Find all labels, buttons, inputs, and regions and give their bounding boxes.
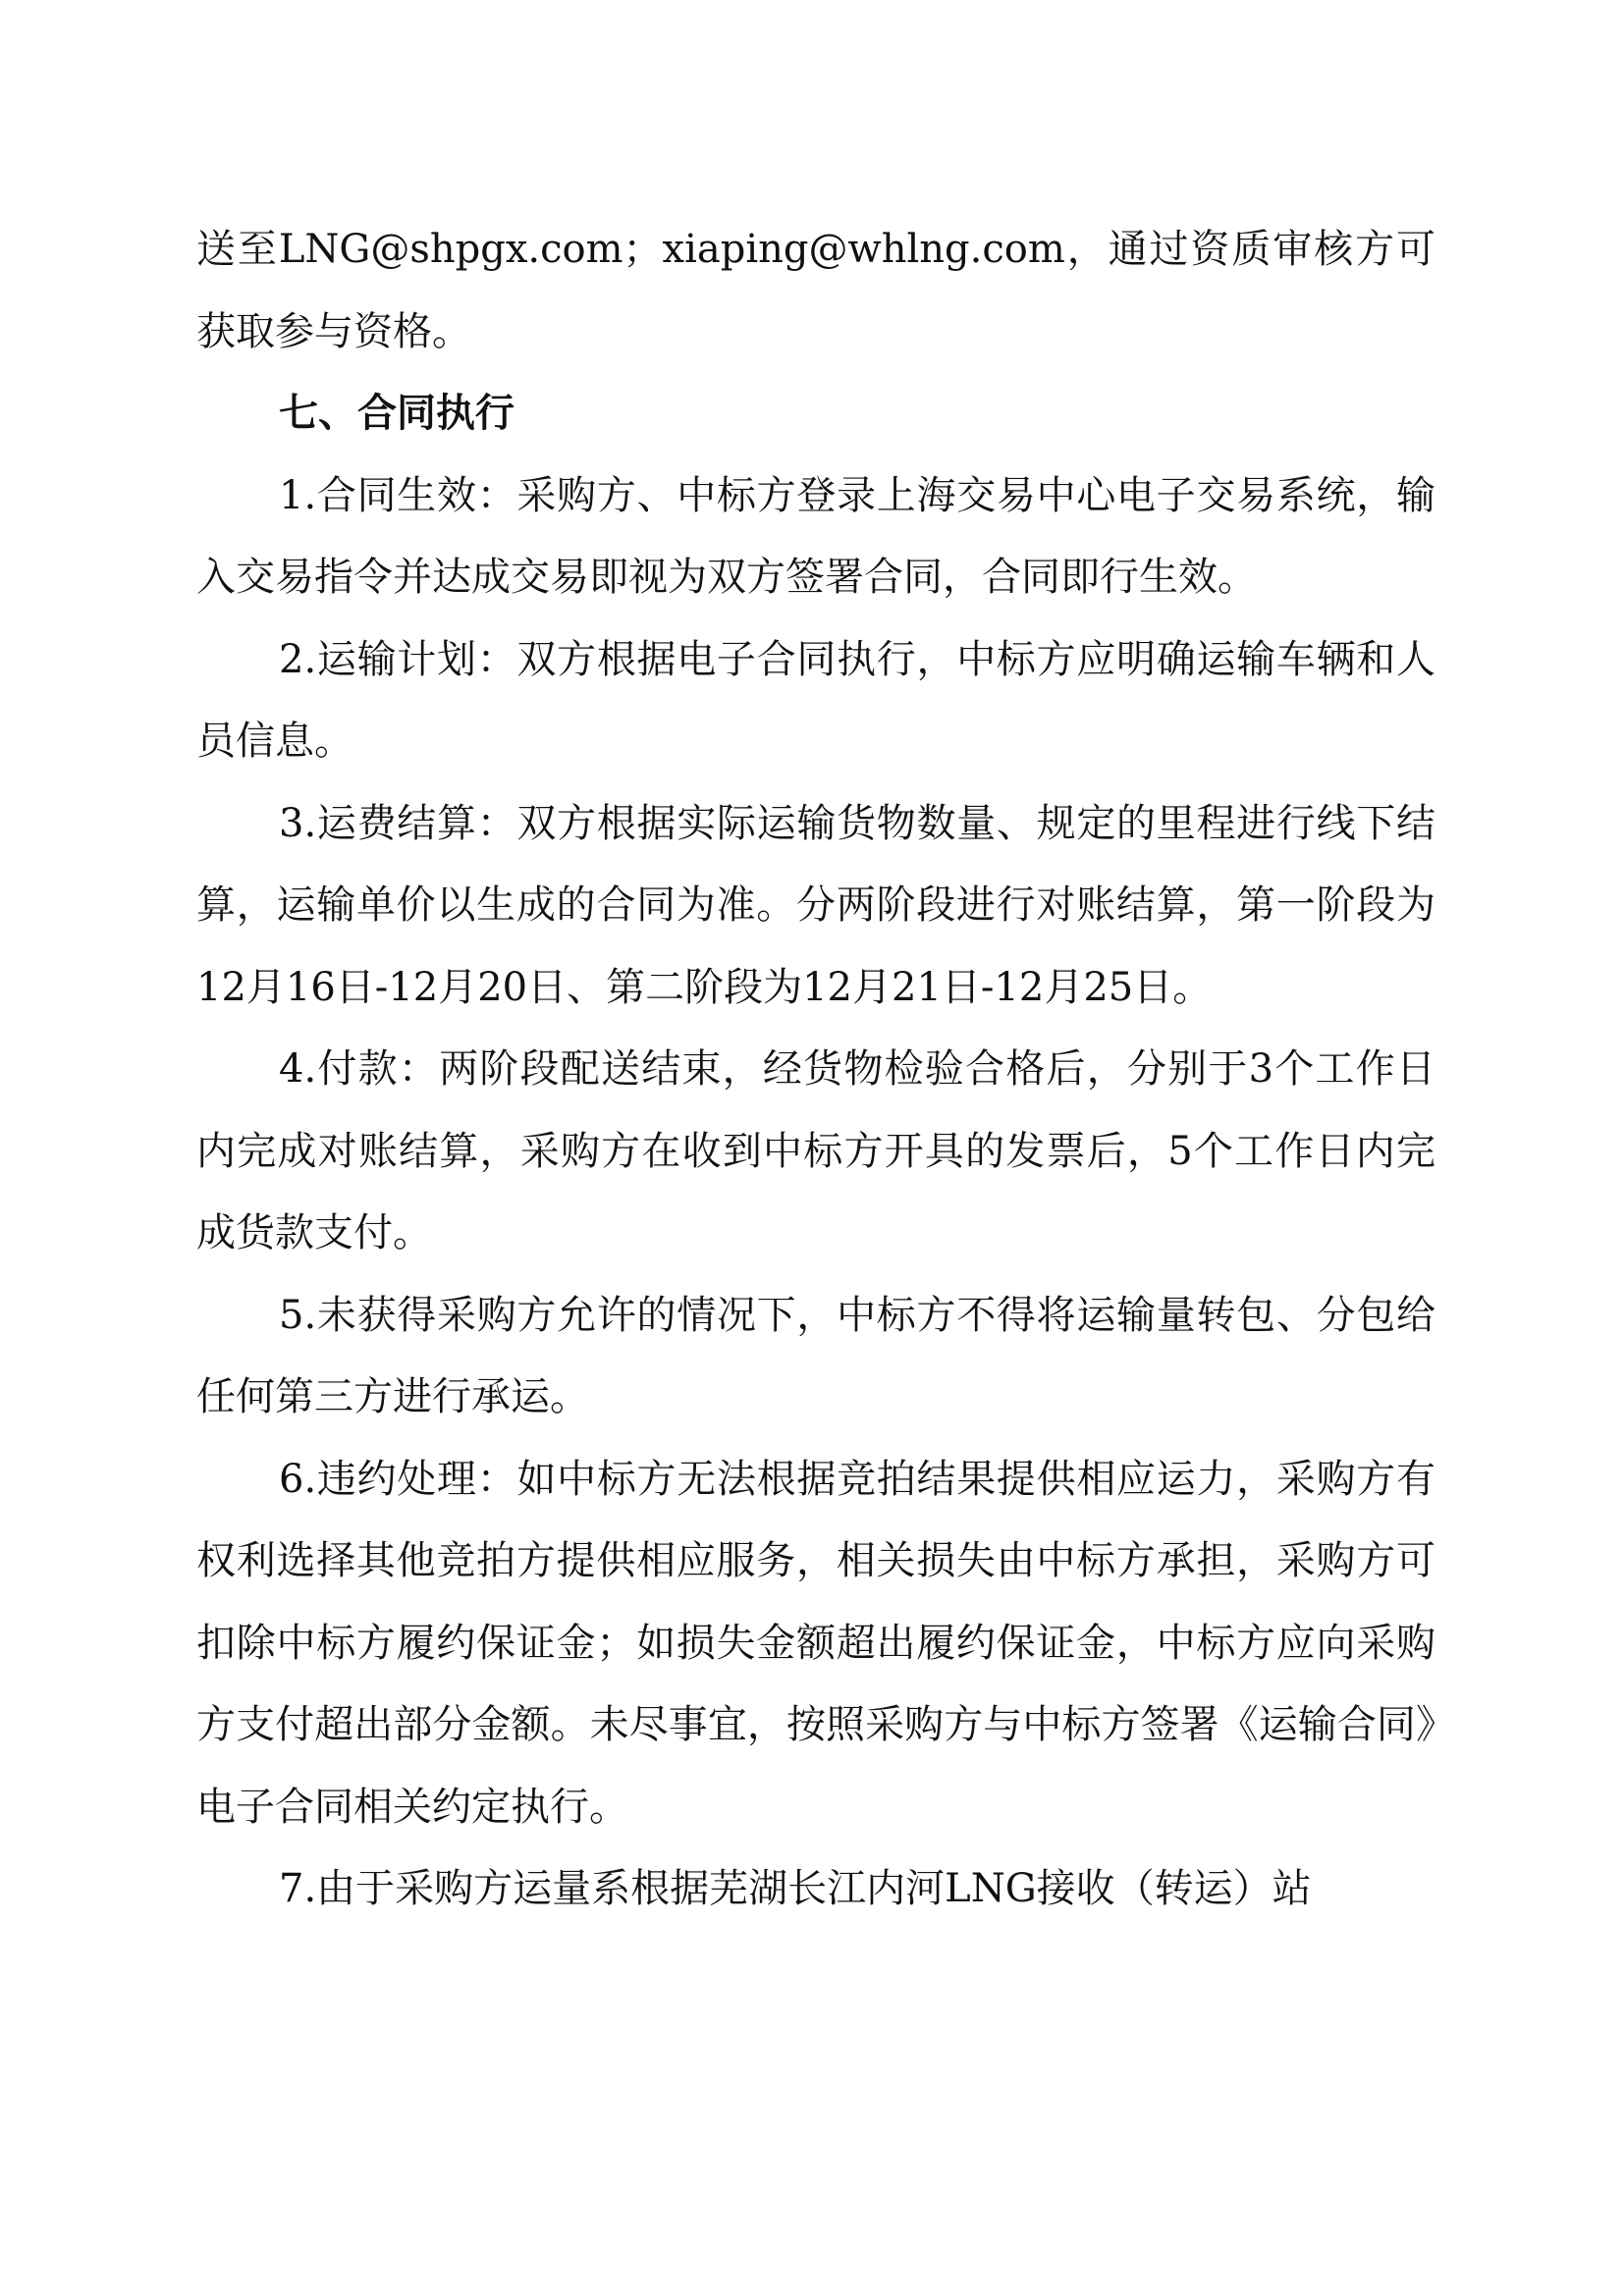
freight-settlement-item: 3.运费结算：双方根据实际运输货物数量、规定的里程进行线下结算，运输单价以生成的合同为准。分两阶段进行对账结算，第一阶段为12月16日-12月20日、第二阶段为12月21日-12月25日。: [196, 800, 1435, 1010]
document-body: [196, 209, 1435, 1931]
continued-paragraph: 送至LNG@shpgx.com；xiaping@whlng.com，通过资质审核方可获取参与资格。: [196, 227, 1435, 354]
payment-item: 4.付款：两阶段配送结束，经货物检验合格后，分别于3个工作日内完成对账结算，采购方在收到中标方开具的发票后，5个工作日内完成货款支付。: [196, 1046, 1435, 1255]
transport-plan-item: 2.运输计划：双方根据电子合同执行，中标方应明确运输车辆和人员信息。: [196, 636, 1435, 764]
section-heading: 七、合同执行: [279, 391, 514, 436]
subcontract-item: 5.未获得采购方允许的情况下，中标方不得将运输量转包、分包给任何第三方进行承运。: [196, 1292, 1435, 1419]
contract-effective-item: 1.合同生效：采购方、中标方登录上海交易中心电子交易系统，输入交易指令并达成交易即视为双方签署合同，合同即行生效。: [196, 472, 1435, 600]
breach-handling-item: 6.违约处理：如中标方无法根据竞拍结果提供相应运力，采购方有权利选择其他竞拍方提供相应服务，相关损失由中标方承担，采购方可扣除中标方履约保证金；如损失金额超出履约保证金，中标方应向采购方支付超出部分金额。未尽事宜，按照采购方与中标方签署《运输合同》电子合同相关约定执行。: [196, 1456, 1435, 1830]
volume-basis-item: 7.由于采购方运量系根据芜湖长江内河LNG接收（转运）站: [279, 1866, 1312, 1911]
